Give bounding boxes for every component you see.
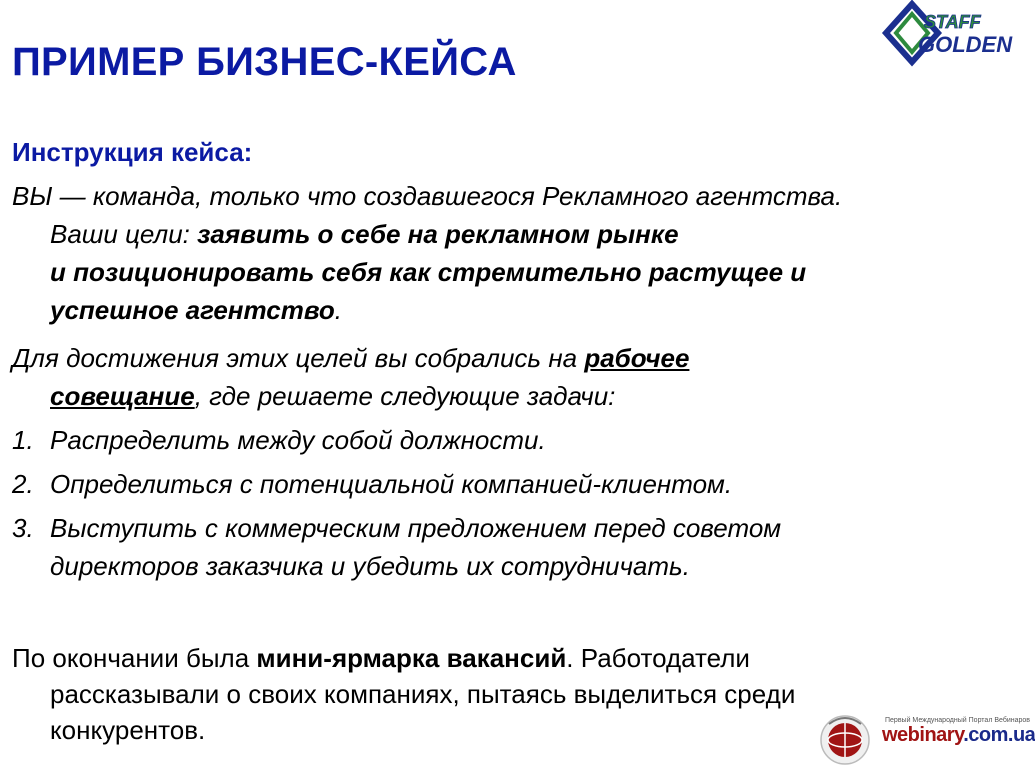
paragraph-goals [12,177,1017,329]
paragraph-meeting-line1: Для достижения этих целей вы собрались на рабочее [12,343,690,373]
webinary-name: webinary.com.ua [882,724,1035,746]
paragraph-goals-line1: ВЫ — команда, только что создавшегося Рекламного агентства. [12,181,843,211]
golden-staff-logo [884,2,1020,64]
logo-text-bottom: GOLDEN [918,32,1013,57]
paragraph-goals-line2: Ваши цели: заявить о себе на рекламном рынке [50,219,679,249]
job-fair-emphasis: мини-ярмарка вакансий [256,643,567,673]
paragraph-job-fair-line2: рассказывали о своих компаниях, пытаясь выделиться среди [50,679,796,709]
task-item: Определиться с потенциальной компанией-клиентом. [50,469,733,499]
logo-text-top: STAFF [924,12,981,32]
meeting-emphasis-1: рабочее [584,343,690,373]
paragraph-goals-line4: успешное агентство. [50,295,343,325]
webinary-tagline: Первый Международный Портал Вебинаров [885,717,1031,724]
meeting-emphasis-2: совещание [50,381,195,411]
goal-emphasis-1: заявить о себе на рекламном рынке [197,219,679,249]
paragraph-job-fair-line3: конкурентов. [50,715,206,745]
task-item: Выступить с коммерческим предложением перед советом директоров заказчика и убедить их сотрудничать. [50,513,782,581]
task-number: 1. [12,425,34,455]
case-instruction-heading: Инструкция кейса: [12,137,253,167]
task-number: 2. [12,469,34,499]
paragraph-job-fair-line1: По окончании была мини-ярмарка вакансий. Работодатели [12,643,750,673]
paragraph-goals-line3 [12,253,1017,291]
page-title: ПРИМЕР БИЗНЕС-КЕЙСА [12,40,517,84]
paragraph-meeting-line2: совещание, где решаете следующие задачи: [50,381,616,411]
paragraph-meeting [12,339,1017,415]
goal-emphasis-3: успешное агентство [50,295,335,325]
task-item: Распределить между собой должности. [50,425,546,455]
task-number: 3. [12,513,34,543]
goal-emphasis-2: и позиционировать себя как стремительно растущее и [50,257,807,287]
